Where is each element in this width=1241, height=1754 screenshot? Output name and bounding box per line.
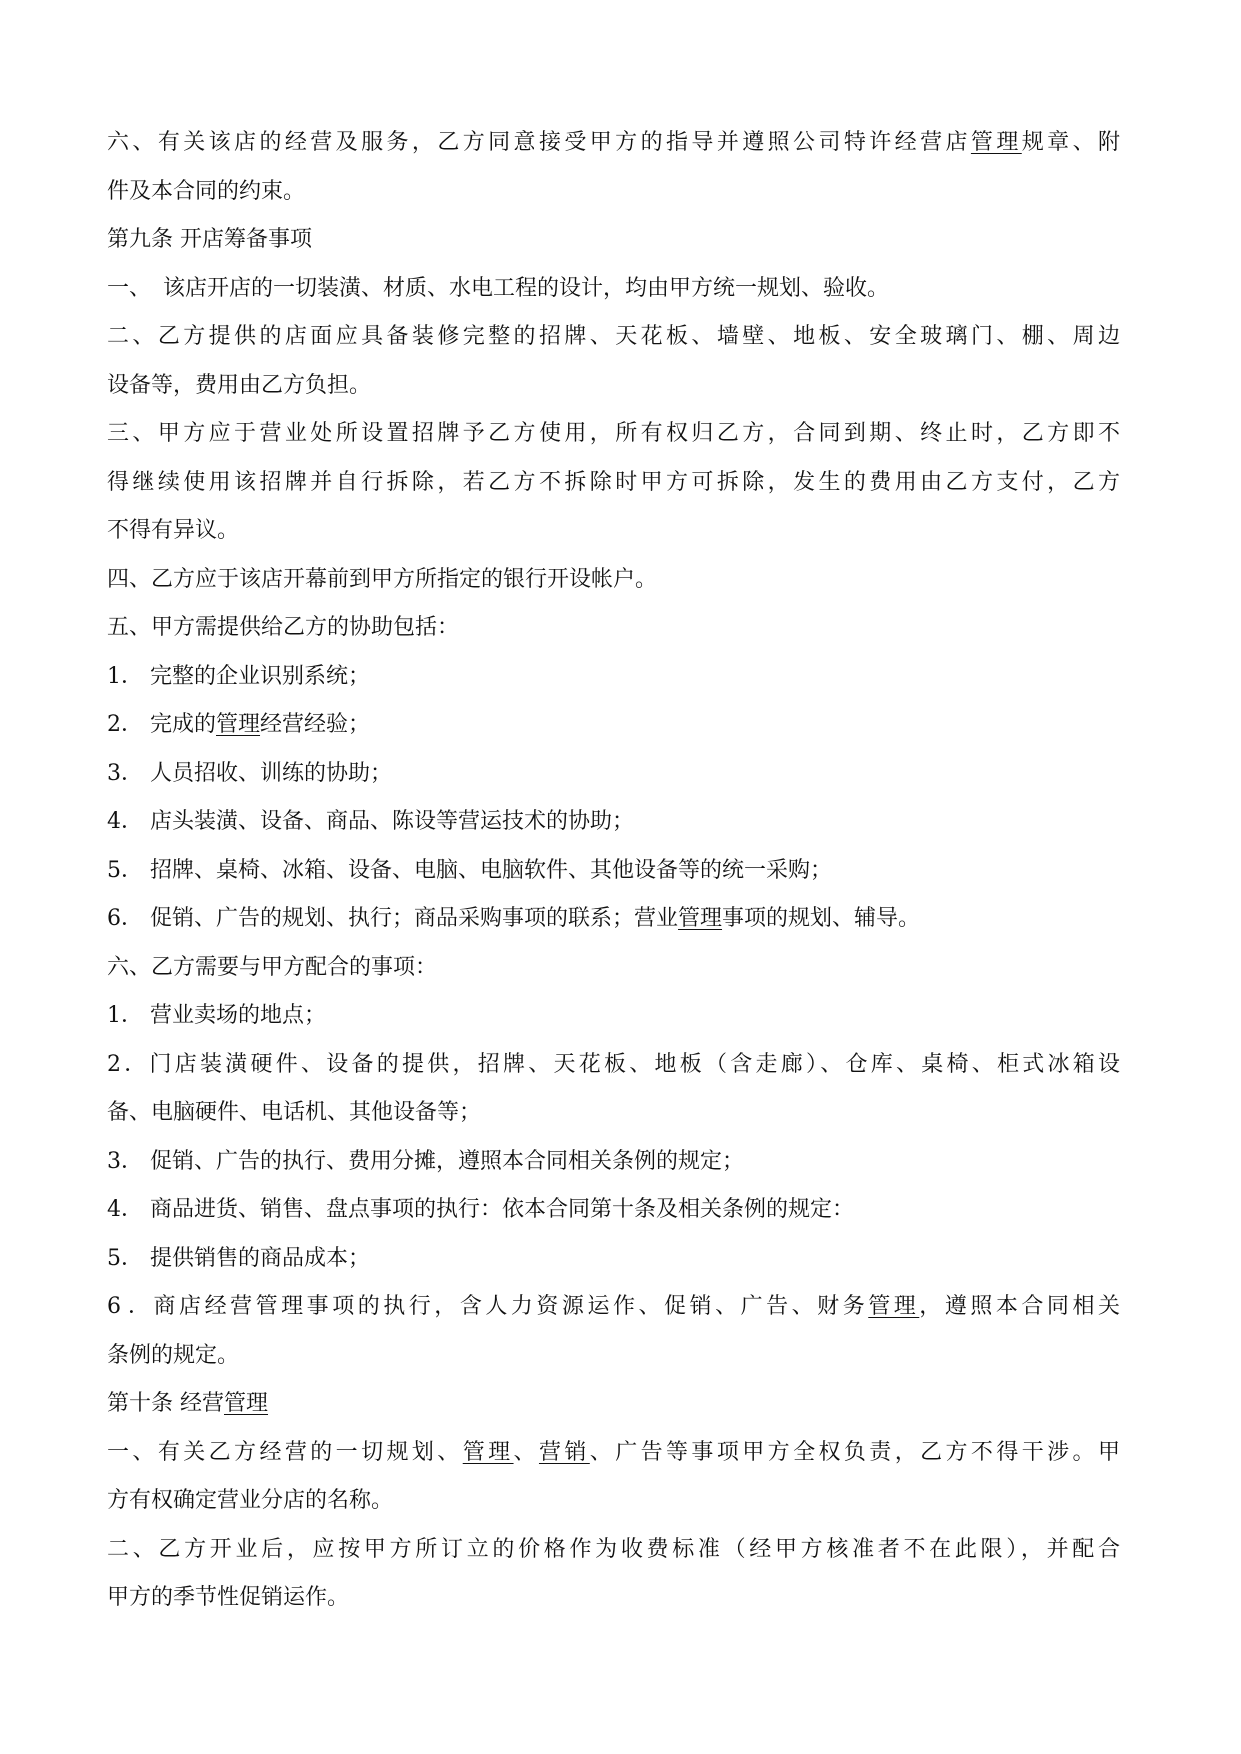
- line-text: 促销、广告的规划、执行；商品采购事项的联系；营业: [150, 906, 679, 931]
- contract-body: [107, 119, 1120, 1623]
- line-text: 店头装潢、设备、商品、陈设等营运技术的协助；: [150, 809, 635, 834]
- line-text: 、: [513, 1439, 539, 1465]
- item-number: 5．: [107, 1245, 143, 1271]
- underlined-term: 管理: [462, 1439, 514, 1465]
- line-text: 该店开店的一切装潢、材质、水电工程的设计，均由甲方统一规划、验收。: [163, 275, 890, 301]
- underlined-term: 管理: [224, 1391, 269, 1416]
- line-text: 完成的: [150, 712, 217, 737]
- item-number: 4．: [107, 809, 143, 834]
- item-number: 5．: [107, 857, 143, 883]
- line-text: 四、乙方应于该店开幕前到甲方所指定的银行开设帐户。: [107, 566, 658, 592]
- list-item: [107, 1235, 1120, 1284]
- line-text: 条例的规定。: [107, 1342, 240, 1368]
- line-text: 促销、广告的执行、费用分摊，遵照本合同相关条例的规定；: [150, 1148, 745, 1174]
- list-item: [107, 1283, 1120, 1332]
- line-text: 设备等，费用由乙方负担。: [107, 372, 372, 398]
- item-number: 一、: [107, 275, 152, 301]
- line-text: 商品进货、销售、盘点事项的执行：依本合同第十条及相关条例的规定：: [150, 1197, 855, 1222]
- text-line: [107, 1332, 1120, 1381]
- line-text: 得继续使用该招牌并自行拆除，若乙方不拆除时甲方可拆除，发生的费用由乙方支付，乙方: [107, 469, 1120, 495]
- text-line: [107, 119, 1120, 168]
- line-text: 二、乙方开业后，应按甲方所订立的价格作为收费标准（经甲方核准者不在此限），并配合: [107, 1536, 1120, 1562]
- item-number: 3．: [107, 760, 143, 786]
- text-line: [107, 1477, 1120, 1526]
- text-line: [107, 604, 1120, 653]
- list-item: [107, 701, 1120, 750]
- line-text: 备、电脑硬件、电话机、其他设备等；: [107, 1100, 482, 1125]
- text-line: [107, 362, 1120, 411]
- line-text: 六、有关该店的经营及服务，乙方同意接受甲方的指导并遵照公司特许经营店: [107, 130, 971, 155]
- line-text: 营业卖场的地点；: [150, 1003, 327, 1028]
- line-text: 三、甲方应于营业处所设置招牌予乙方使用，所有权归乙方，合同到期、终止时，乙方即不: [107, 421, 1120, 446]
- heading-text: 第十条 经营: [107, 1391, 224, 1416]
- line-text: 六、乙方需要与甲方配合的事项：: [107, 954, 438, 980]
- text-line: [107, 459, 1120, 508]
- underlined-term: 营销: [538, 1439, 590, 1465]
- text-line: [107, 410, 1120, 459]
- line-text: 不得有异议。: [107, 518, 240, 543]
- text-line: [107, 944, 1120, 993]
- line-text: 2．门店装潢硬件、设备的提供，招牌、天花板、地板（含走廊）、仓库、桌椅、柜式冰箱设: [107, 1051, 1120, 1077]
- line-text: 、广告等事项甲方全权负责，乙方不得干涉。甲: [589, 1439, 1120, 1465]
- line-text: ，遵照本合同相关: [919, 1294, 1120, 1319]
- heading-text: 第九条 开店筹备事项: [107, 227, 312, 252]
- line-text: 提供销售的商品成本；: [150, 1245, 371, 1271]
- list-item: [107, 847, 1120, 896]
- list-item: [107, 798, 1120, 847]
- line-text: 件及本合同的约束。: [107, 178, 306, 204]
- list-item: [107, 1041, 1120, 1090]
- list-item: [107, 1138, 1120, 1187]
- item-number: 3．: [107, 1148, 143, 1174]
- underlined-term: 管理: [678, 906, 723, 931]
- text-line: [107, 265, 1120, 314]
- underlined-term: 管理: [216, 712, 261, 737]
- list-item: [107, 1186, 1120, 1235]
- item-number: 6．: [107, 906, 143, 931]
- line-text: 经营经验；: [260, 712, 371, 737]
- article-heading: [107, 1380, 1120, 1429]
- text-line: [107, 556, 1120, 605]
- underlined-term: 管理: [868, 1294, 920, 1319]
- text-line: [107, 1526, 1120, 1575]
- text-line: [107, 1429, 1120, 1478]
- line-text: 事项的规划、辅导。: [722, 906, 921, 931]
- item-number: 1．: [107, 1003, 143, 1028]
- item-number: 4．: [107, 1197, 143, 1222]
- text-line: [107, 168, 1120, 217]
- item-number: 2．: [107, 712, 143, 737]
- line-text: 五、甲方需提供给乙方的协助包括：: [107, 615, 460, 640]
- article-heading: [107, 216, 1120, 265]
- underlined-term: 管理: [970, 130, 1022, 155]
- line-text: 商店经营管理事项的执行，含人力资源运作、促销、广告、财务: [150, 1294, 869, 1319]
- list-item: [107, 992, 1120, 1041]
- text-line: [107, 1089, 1120, 1138]
- line-text: 完整的企业识别系统；: [150, 663, 371, 689]
- list-item: [107, 653, 1120, 702]
- text-line: [107, 1574, 1120, 1623]
- item-number: 6．: [107, 1294, 150, 1319]
- list-item: [107, 750, 1120, 799]
- line-text: 规章、附: [1021, 130, 1120, 155]
- line-text: 人员招收、训练的协助；: [150, 760, 393, 786]
- list-item: [107, 895, 1120, 944]
- item-number: 1．: [107, 663, 143, 689]
- line-text: 一、有关乙方经营的一切规划、: [107, 1439, 463, 1465]
- line-text: 方有权确定营业分店的名称。: [107, 1488, 394, 1513]
- line-text: 招牌、桌椅、冰箱、设备、电脑、电脑软件、其他设备等的统一采购；: [150, 857, 833, 883]
- text-line: [107, 507, 1120, 556]
- line-text: 二、乙方提供的店面应具备装修完整的招牌、天花板、墙壁、地板、安全玻璃门、棚、周边: [107, 324, 1120, 349]
- text-line: [107, 313, 1120, 362]
- line-text: 甲方的季节性促销运作。: [107, 1585, 350, 1610]
